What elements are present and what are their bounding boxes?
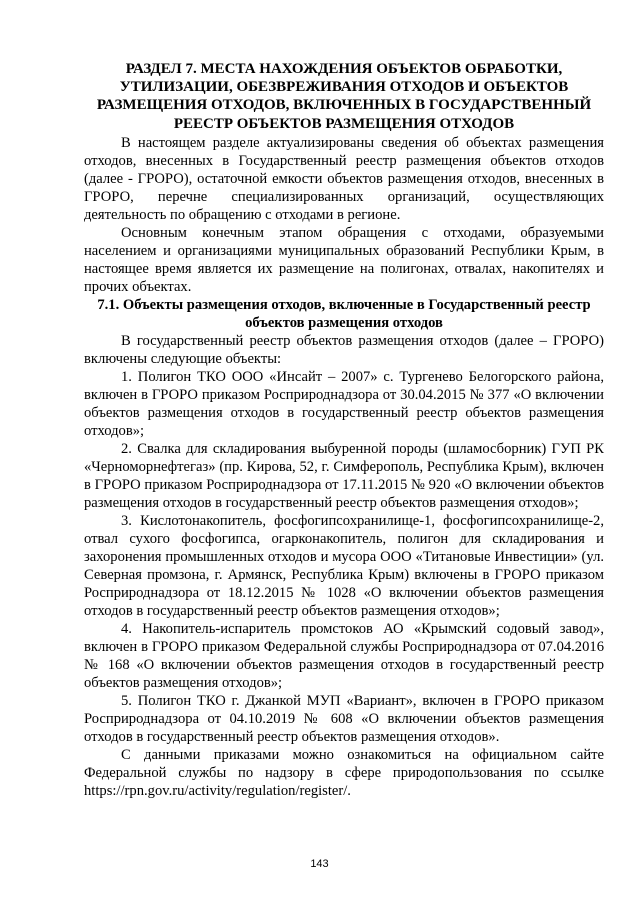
list-item: 3. Кислотонакопитель, фосфогипсохранилище-1, фосфогипсохранилище-2, отвал сухого фосфогипса, огарконакопитель, полигон для складирования и захоронения промышленных отходов и мусора ООО «Титановые Инвестиции» (ул. Северная промзона, г. Армянск, Республика Крым) включены в ГРОРО приказом Росприроднадзора от 18.12.2015 № 1028 «О включении объектов размещения отходов в государственный реестр объектов размещения отходов»;: [84, 512, 604, 619]
list-item: 5. Полигон ТКО г. Джанкой МУП «Вариант», включен в ГРОРО приказом Росприроднадзора от 04.10.2019 № 608 «О включении объектов размещения отходов в государственный реестр объектов размещения отходов».: [84, 692, 604, 745]
lead-paragraph: В государственный реестр объектов размещения отходов (далее – ГРОРО) включены следующие объекты:: [84, 332, 604, 367]
page-content: [84, 60, 604, 800]
list-item: 1. Полигон ТКО ООО «Инсайт – 2007» с. Тургенево Белогорского района, включен в ГРОРО приказом Росприроднадзора от 30.04.2015 № 377 «О включении объектов размещения отходов в государственный реестр объектов размещения отходов»;: [84, 368, 604, 439]
subsection-heading: 7.1. Объекты размещения отходов, включенные в Государственный реестр объектов размещения отходов: [97, 296, 591, 331]
intro-paragraph-1: В настоящем разделе актуализированы сведения об объектах размещения отходов, внесенных в Государственный реестр размещения объектов отходов (далее - ГРОРО), остаточной емкости объектов размещения отходов, внесенных в ГРОРО, перечне специализированных организаций, осуществляющих деятельность по обращению с отходами в регионе.: [84, 134, 604, 223]
list-item: 2. Свалка для складирования выбуренной породы (шламосборник) ГУП РК «Черноморнефтегаз» (пр. Кирова, 52, г. Симферополь, Республика Крым), включен в ГРОРО приказом Росприроднадзора от 17.11.2015 № 920 «О включении объектов размещения отходов в государственный реестр объектов размещения отходов»;: [84, 440, 604, 511]
intro-paragraph-2: Основным конечным этапом обращения с отходами, образуемыми населением и организациями муниципальных образований Республики Крым, в настоящее время является их размещение на полигонах, отвалах, накопителях и прочих объектах.: [84, 224, 604, 295]
section-heading: РАЗДЕЛ 7. МЕСТА НАХОЖДЕНИЯ ОБЪЕКТОВ ОБРАБОТКИ, УТИЛИЗАЦИИ, ОБЕЗВРЕЖИВАНИЯ ОТХОДОВ И ОБЪЕКТОВ РАЗМЕЩЕНИЯ ОТХОДОВ, ВКЛЮЧЕННЫХ В ГОСУДАРСТВЕННЫЙ РЕЕСТР ОБЪЕКТОВ РАЗМЕЩЕНИЯ ОТХОДОВ: [96, 61, 592, 132]
list-item: 4. Накопитель-испаритель промстоков АО «Крымский содовый завод», включен в ГРОРО приказом Федеральной службы Росприроднадзора от 07.04.2016 № 168 «О включении объектов размещения отходов в государственный реестр объектов размещения отходов»;: [84, 620, 604, 691]
closing-paragraph: С данными приказами можно ознакомиться на официальном сайте Федеральной службы по надзору в сфере природопользования по ссылке https://rpn.gov.ru/activity/regulation/register/.: [84, 746, 604, 799]
page-number: 143: [310, 858, 329, 870]
